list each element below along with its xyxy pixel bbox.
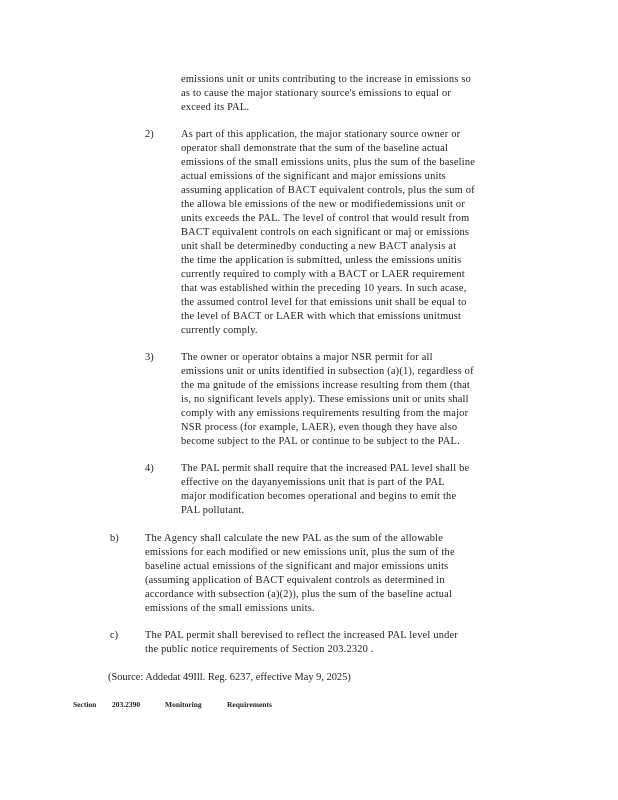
- text-line: unit shall be determinedby conducting a new BACT analysis at: [181, 241, 457, 252]
- section-number: 203.2390: [112, 700, 141, 709]
- text-line: The PAL permit shall berevised to reflect the increased PAL level under: [145, 630, 459, 641]
- text-line: NSR process (for example, LAER), even though they have also: [181, 422, 458, 433]
- text-line: The Agency shall calculate the new PAL as the sum of the allowable: [145, 533, 444, 544]
- text-line: the allowa ble emissions of the new or modifiedemissions unit or: [181, 199, 466, 210]
- text-line: the ma gnitude of the emissions increase resulting from them (that: [181, 380, 471, 391]
- text-line: the assumed control level for that emissions unit shall be equal to: [181, 297, 467, 308]
- section-title-word: Requirements: [227, 700, 272, 709]
- text-line: As part of this application, the major stationary source owner or: [181, 129, 461, 140]
- text-line: accordance with subsection (a)(2)), plus the sum of the baseline actual: [145, 589, 453, 600]
- text-line: (assuming application of BACT equivalent controls as determined in: [145, 575, 445, 586]
- text-line: the public notice requirements of Section 203.2320 .: [145, 644, 374, 655]
- text-line: effective on the dayanyemissions unit that is part of the PAL: [181, 477, 445, 488]
- text-line: comply with any emissions requirements resulting from the major: [181, 408, 469, 419]
- text-line: as to cause the major stationary source's emissions to equal or: [181, 88, 452, 99]
- text-line: currently comply.: [181, 325, 258, 336]
- text-line: major modification becomes operational and begins to emit the: [181, 491, 457, 502]
- text-line: operator shall demonstrate that the sum of the baseline actual: [181, 143, 449, 154]
- item-marker: b): [110, 533, 119, 544]
- text-line: emissions unit or units identified in subsection (a)(1), regardless of: [181, 366, 474, 377]
- text-line: the time the application is submitted, unless the emissions unitis: [181, 255, 462, 266]
- text-line: is, no significant levels apply). These emissions unit or units shall: [181, 394, 469, 405]
- text-line: currently required to comply with a BACT or LAER requirement: [181, 269, 465, 280]
- text-line: The owner or operator obtains a major NSR permit for all: [181, 352, 433, 363]
- text-line: emissions unit or units contributing to the increase in emissions so: [181, 74, 472, 85]
- item-marker: 2): [145, 129, 154, 140]
- text-line: units exceeds the PAL. The level of control that would result from: [181, 213, 470, 224]
- text-line: assuming application of BACT equivalent controls, plus the sum of: [181, 185, 475, 196]
- item-marker: c): [110, 630, 119, 641]
- text-line: emissions for each modified or new emissions unit, plus the sum of the: [145, 547, 455, 558]
- text-line: The PAL permit shall require that the increased PAL level shall be: [181, 463, 470, 474]
- text-line: that was established within the preceding 10 years. In such acase,: [181, 283, 467, 294]
- text-line: baseline actual emissions of the significant and major emissions units: [145, 561, 449, 572]
- source-note: (Source: Addedat 49Ill. Reg. 6237, effective May 9, 2025): [108, 672, 351, 683]
- text-line: BACT equivalent controls on each significant or maj or emissions: [181, 227, 470, 238]
- item-marker: 4): [145, 463, 154, 474]
- text-line: become subject to the PAL or continue to be subject to the PAL.: [181, 436, 460, 447]
- section-label: Section: [73, 700, 97, 709]
- item-marker: 3): [145, 352, 154, 363]
- text-line: exceed its PAL.: [181, 102, 250, 113]
- text-line: emissions of the small emissions units, plus the sum of the baseline: [181, 157, 476, 168]
- section-title-word: Monitoring: [165, 700, 202, 709]
- text-line: actual emissions of the significant and major emissions units: [181, 171, 446, 182]
- text-line: the level of BACT or LAER with which that emissions unitmust: [181, 311, 462, 322]
- text-line: PAL pollutant.: [181, 505, 245, 516]
- text-line: emissions of the small emissions units.: [145, 603, 315, 614]
